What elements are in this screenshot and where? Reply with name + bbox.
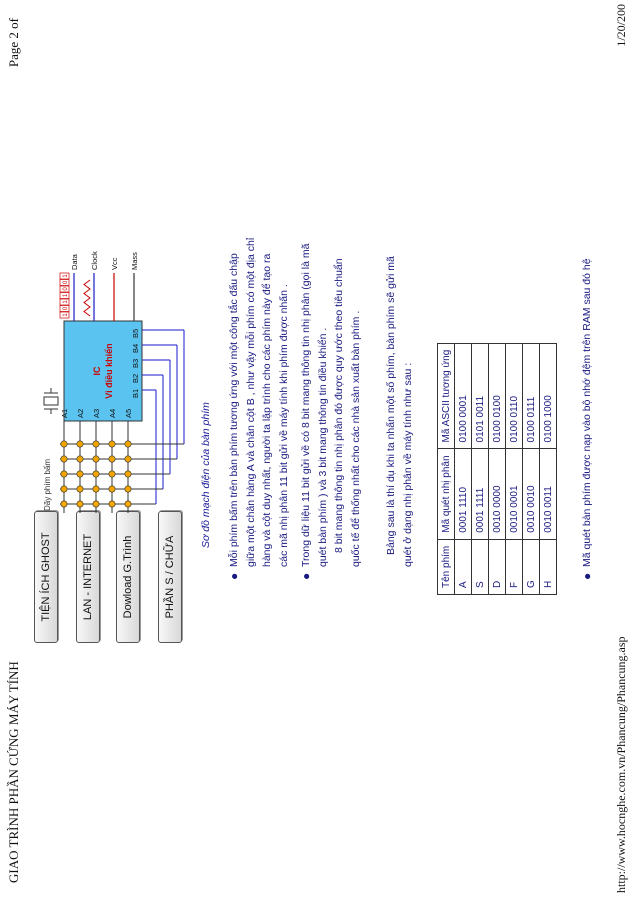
footer-date: 1/20/200 (614, 4, 628, 47)
key-switch-icon (125, 501, 131, 507)
scan-code-cell: 0010 0001 (506, 449, 523, 539)
paragraph-1: Mỗi phím bấm trên bàn phím tương ứng với một công tắc đấu chập giữa một chân hàng A và chân cột B , như vậy mỗi phím có một địa chỉ hàng và cột duy nhất, người ta lập trình cho các phím này để tạo ra các mã nhị phân 11 bit gửi về máy tính khi phím được nhấn . (228, 237, 290, 567)
key-name-cell: S (472, 539, 489, 594)
key-switch-icon (125, 456, 131, 462)
data-bit-label: 1 (63, 293, 69, 298)
ic-pin-b-label: B1 (131, 388, 140, 398)
key-name-cell: H (540, 539, 557, 594)
table-header: Mã quét nhị phân (438, 449, 455, 539)
nav-button-lan-internet[interactable]: LAN - INTERNET (76, 511, 100, 643)
keyboard-circuit-diagram (38, 248, 198, 618)
table-row (455, 343, 472, 594)
key-switch-icon (77, 501, 83, 507)
ic-pin-a-label: A5 (124, 408, 133, 418)
nav-button-download[interactable]: Dowload G.Trình (116, 511, 140, 643)
ascii-code-cell: 0100 1000 (540, 343, 557, 449)
key-switch-icon (93, 441, 99, 447)
key-switch-icon (109, 471, 115, 477)
key-name-cell: F (506, 539, 523, 594)
key-switch-icon (125, 441, 131, 447)
page-header-title: GIAO TRÌNH PHẦN CỨNG MÁY TÍNH (6, 661, 21, 883)
crystal-icon (44, 388, 58, 414)
table-header: Tên phím (438, 539, 455, 594)
ic-pin-a-label: A2 (76, 408, 85, 418)
bullet-icon: ● (580, 572, 594, 580)
key-name-cell: G (523, 539, 540, 594)
ascii-code-cell: 0100 0001 (455, 343, 472, 449)
scan-code-cell: 0001 1110 (455, 449, 472, 539)
ic-pin-a-label: A1 (60, 408, 69, 418)
key-name-cell: D (489, 539, 506, 594)
key-switch-icon (77, 486, 83, 492)
signal-label: Data (70, 254, 79, 270)
key-switch-icon (109, 456, 115, 462)
ic-pin-b-label: B4 (131, 343, 140, 353)
scan-code-table (437, 343, 557, 595)
ascii-code-cell: 0100 0110 (506, 343, 523, 449)
keys-label: Dãy phím bấm (43, 458, 52, 511)
ic-title: IC (92, 366, 102, 376)
scan-code-cell: 0001 1111 (472, 449, 489, 539)
key-switch-icon (61, 486, 67, 492)
key-switch-icon (109, 441, 115, 447)
ic-subtitle: Vi điều khiển (104, 343, 114, 399)
table-row (472, 343, 489, 594)
signal-label: Clock (90, 251, 99, 270)
key-switch-icon (77, 456, 83, 462)
key-switch-icon (77, 471, 83, 477)
data-bit-label: 1 (63, 274, 69, 278)
ic-pin-b-label: B5 (131, 328, 140, 338)
key-switch-icon (61, 456, 67, 462)
data-bit-label: 0 (63, 280, 69, 285)
table-header-row (438, 343, 455, 594)
paragraph-4: Bảng sau là thí dụ khi ta nhấn một số phím, bàn phím sẽ gửi mã quét ở dạng nhị phân về máy tính như sau : (385, 256, 414, 567)
footer-url[interactable]: http://www.hocnghe.com.vn/Phancung/Phancung.asp (614, 636, 628, 893)
bullet-icon: ● (227, 572, 241, 580)
data-bit-label: 0 (63, 306, 69, 311)
key-switch-icon (93, 486, 99, 492)
signal-label: Mass (130, 252, 139, 270)
table-row (523, 343, 540, 594)
scan-code-cell: 0010 0000 (489, 449, 506, 539)
key-name-cell: A (455, 539, 472, 594)
ic-pin-b-label: B2 (131, 373, 140, 383)
bullet-icon: ● (299, 572, 313, 580)
key-switch-icon (61, 441, 67, 447)
scan-code-cell: 0010 0011 (540, 449, 557, 539)
key-switch-icon (125, 486, 131, 492)
diagram-caption: Sơ đồ mạch điện của bàn phím (200, 402, 212, 548)
signal-label: Vcc (110, 257, 119, 270)
data-bit-label: 1 (63, 313, 69, 317)
ascii-code-cell: 0100 0111 (523, 343, 540, 449)
nav-button-repair[interactable]: PHẦN S / CHỮA (158, 511, 182, 643)
key-switch-icon (61, 471, 67, 477)
data-bit-label: 0 (63, 287, 69, 291)
paragraph-3: 8 bit mang thông tin nhị phân đó được quy ước theo tiêu chuẩn quốc tế để thống nhất cho các nhà sản xuất bàn phím . (333, 258, 362, 567)
key-switch-icon (93, 501, 99, 507)
key-switch-icon (109, 486, 115, 492)
table-row (506, 343, 523, 594)
clock-wave-icon (84, 280, 90, 316)
key-switch-icon (93, 471, 99, 477)
ascii-code-cell: 0100 0100 (489, 343, 506, 449)
table-row (489, 343, 506, 594)
paragraph-2: Trong dữ liệu 11 bit gửi về có 8 bit mang thông tin nhị phân (gọi là mã quét bàn phím ) và 3 bit mang thông tin điều khiển . (300, 243, 329, 567)
ic-pin-a-label: A4 (108, 408, 117, 418)
nav-button-ghost[interactable]: TIỆN ÍCH GHOST (34, 511, 58, 643)
ic-pin-a-label: A3 (92, 408, 101, 418)
key-switch-icon (109, 501, 115, 507)
page-number: Page 2 of (6, 18, 21, 68)
key-switch-icon (61, 501, 67, 507)
key-switch-icon (125, 471, 131, 477)
ic-output-lines (60, 251, 139, 321)
data-bit-label: 1 (63, 300, 69, 304)
ascii-code-cell: 0101 0011 (472, 343, 489, 449)
table-header: Mã ASCII tương ứng (438, 343, 455, 449)
key-switch-icon (77, 441, 83, 447)
key-switch-icon (93, 456, 99, 462)
ic-pin-b-label: B3 (131, 358, 140, 368)
paragraph-5: Mã quét bàn phím được nạp vào bộ nhớ đệm trên RAM sau đó hệ (581, 258, 593, 567)
scan-code-cell: 0010 0010 (523, 449, 540, 539)
table-row (540, 343, 557, 594)
